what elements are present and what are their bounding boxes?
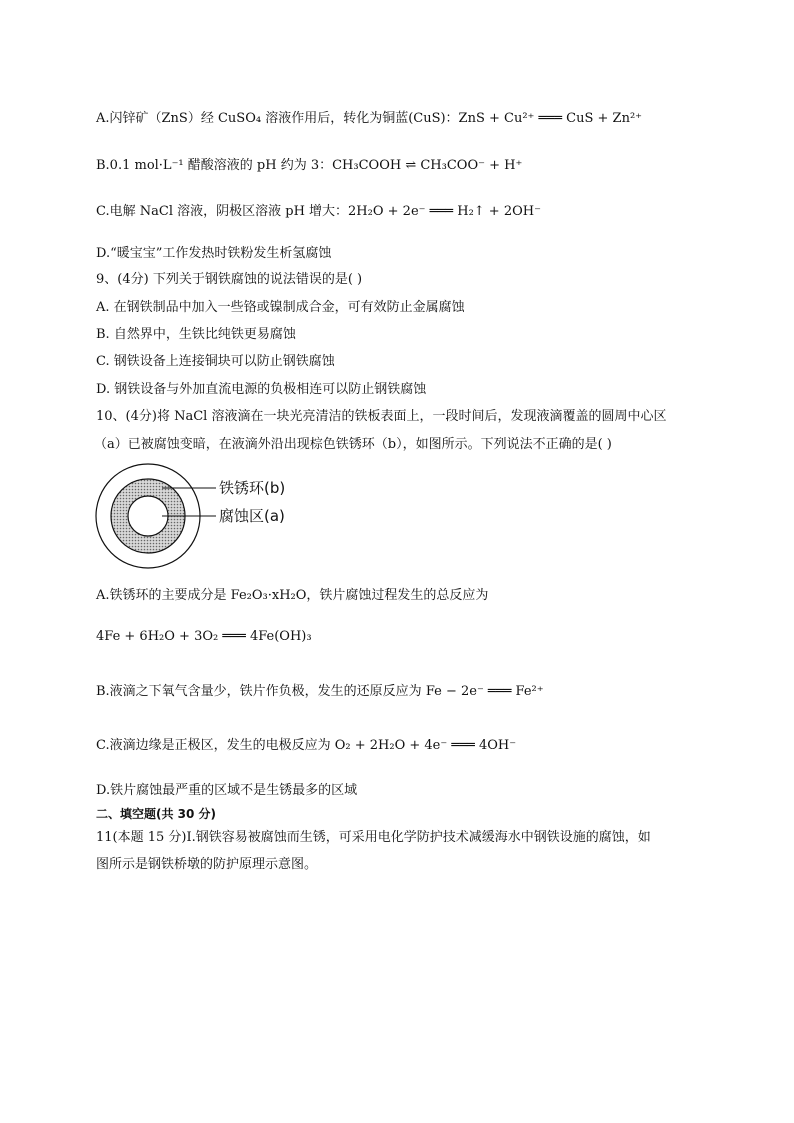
q10-option-c: C.液滴边缘是正极区，发生的电极反应为 O₂ + 2H₂O + 4e⁻ ═══ 4OH⁻ (96, 738, 517, 753)
q10-option-b: B.液滴之下氧气含量少，铁片作负极，发生的还原反应为 Fe − 2e⁻ ═══ Fe²⁺ (96, 684, 544, 699)
option-b-line: B.0.1 mol·L⁻¹ 醋酸溶液的 pH 约为 3：CH₃COOH ⇌ CH₃COO⁻ + H⁺ (96, 158, 523, 173)
question-10: 10、(4分)将 NaCl 溶液滴在一块光亮清洁的铁板表面上，一段时间后，发现液滴覆盖的圆周中心区 (96, 409, 667, 424)
q10-option-a: A.铁锈环的主要成分是 Fe₂O₃·xH₂O，铁片腐蚀过程发生的总反应为 (96, 588, 489, 603)
question-11: 11(本题 15 分)Ⅰ.钢铁容易被腐蚀而生锈，可采用电化学防护技术减缓海水中钢铁设施的腐蚀，如 (96, 830, 651, 845)
label-rust-ring: 铁锈环(b) (219, 479, 286, 497)
option-d-line: D.“暖宝宝”工作发热时铁粉发生析氢腐蚀 (96, 246, 332, 261)
section-2-heading: 二、填空题(共 30 分) (96, 807, 217, 821)
label-corrosion-zone: 腐蚀区(a) (219, 507, 285, 525)
q9-option-c: C. 钢铁设备上连接铜块可以防止钢铁腐蚀 (96, 354, 335, 369)
corrosion-diagram (92, 458, 332, 578)
q9-option-d: D. 钢铁设备与外加直流电源的负极相连可以防止钢铁腐蚀 (96, 382, 427, 397)
option-c-line: C.电解 NaCl 溶液，阴极区溶液 pH 增大：2H₂O + 2e⁻ ═══ H₂↑ + 2OH⁻ (96, 204, 541, 219)
question-10-cont: （a）已被腐蚀变暗，在液滴外沿出现棕色铁锈环（b），如图所示。下列说法不正确的是( ) (94, 437, 612, 452)
q9-option-b: B. 自然界中，生铁比纯铁更易腐蚀 (96, 327, 296, 342)
q10-option-a-equation: 4Fe + 6H₂O + 3O₂ ═══ 4Fe(OH)₃ (96, 629, 312, 644)
question-11-cont: 图所示是钢铁桥墩的防护原理示意图。 (96, 857, 318, 872)
question-9: 9、(4分) 下列关于钢铁腐蚀的说法错误的是( ) (96, 272, 363, 287)
option-a-line: A.闪锌矿（ZnS）经 CuSO₄ 溶液作用后，转化为铜蓝(CuS)：ZnS + Cu²⁺ ═══ CuS + Zn²⁺ (96, 111, 643, 126)
q9-option-a: A. 在钢铁制品中加入一些铬或镍制成合金，可有效防止金属腐蚀 (96, 300, 465, 315)
q10-option-d: D.铁片腐蚀最严重的区域不是生锈最多的区域 (96, 783, 358, 798)
